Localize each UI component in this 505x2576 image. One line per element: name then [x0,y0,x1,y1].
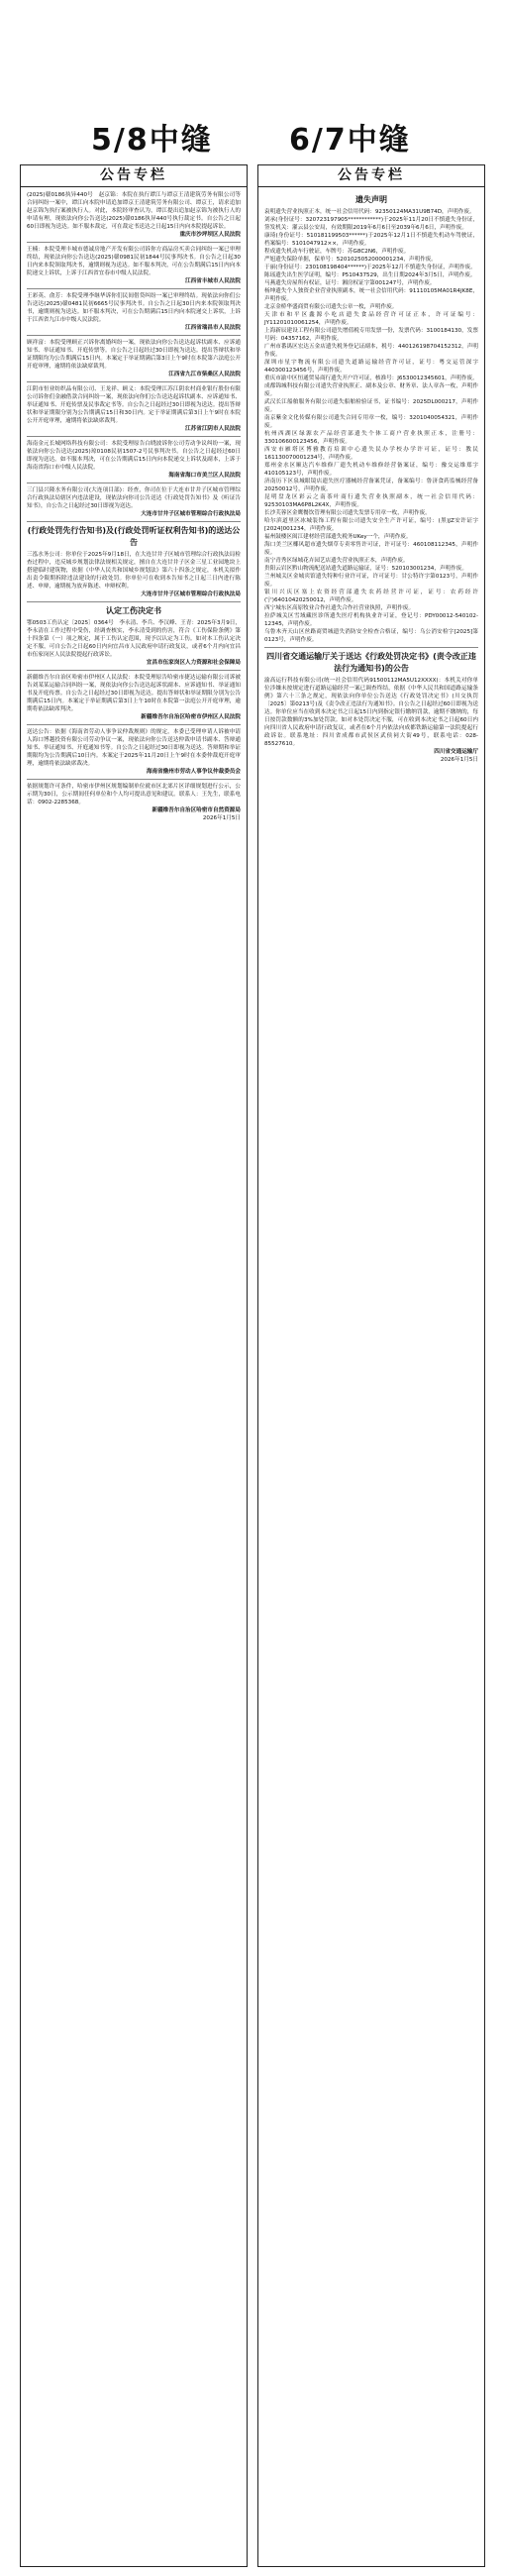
loss-statement-item: 南宁青秀区绿城花卉园艺店遗失营业执照正本，声明作废。 [264,558,409,564]
left-column-header: 公告专栏 [21,165,247,187]
notice-org: 大连市甘井子区城市管理综合行政执法局 [141,591,241,597]
notice-org: 大连市甘井子区城市管理综合行政执法局 [141,511,241,517]
notice-text: 渝高运行科技有限公司(统一社会信用代码91500112MA5U12XXXX)：本机关对你单位涉嫌未按规定进行道路运输经营一案已调查终结，依据《中华人民共和国道路运输条例》第六十三条之规定，现依法向你单位公告送达《行政处罚决定书》(川交执罚〔2025〕第0213号)及《责令改正违法行为通知书》。自公告之日起经过60日即视为送达。你单位应当在收到本决定书之日起15日内到指定银行缴纳罚款，逾期不缴纳的，每日按罚款数额的3%加处罚款。如对本处罚决定不服，可在收到本决定书之日起60日内向四川省人民政府申请行政复议，或者在6个月内依法向成都铁路运输第一法院提起行政诉讼。联系地址：四川省成都市武侯区武侯祠大街49号，联系电话：028-85527610。 [264,678,478,747]
divider [27,436,241,437]
loss-statement-item: 西宁城东区高原牧业合作社遗失合作社营业执照，声明作废。 [264,605,415,611]
loss-statement-item: 严旭遗失保险单据，保单号：5201025052000001234，声明作废。 [264,257,437,263]
loss-statement-item: 天津市和平区鑫源小吃店遗失食品经营许可证正本，许可证编号：JY11201010061254，声明作废。 [264,312,478,326]
divider [27,242,241,243]
loss-statement-item: 袁明遗失营业执照正本，统一社会信用代码：92350124MA31U9B74D，声明作废。 [264,209,475,215]
notice-text: 送达公告：依据《海南省劳动人事争议仲裁规则》的规定，本委已受理申请人诉被申请人海口博越投资有限公司劳动争议一案，现依法向你公告送达仲裁申请书副本、答辩通知书、举证通知书、开庭通知书等。自公告之日起经过30日即视为送达。答辩期和举证期限均为公告期满后10日内。本案定于2025年11月20日上午9时在本委仲裁庭开庭审理，逾期将依法缺席裁决。 [27,729,241,767]
loss-statement-item: 康琦(身份证号：510181199503******)于2025年12月1日不慎遗失机动车驾驶证，档案编号：5101047912××，声明作废。 [264,233,478,247]
loss-statement-item: 于丽(身份证号：230108198404******)于2025年12月不慎遗失身份证，声明作废。 [264,265,476,270]
loss-statement-item: 西安市雁塔区博雅教育培训中心遗失民办学校办学许可证，证号：教民161130070001234号，声明作废。 [264,447,478,461]
notice-org: 海南省海口市美兰区人民法院 [168,473,241,479]
loss-statement-item: 陈瑶遗失出生医学证明，编号：P510437529，出生日期2024年3月5日，声明作废。 [264,272,476,278]
notice-org: 海南省儋州市劳动人事争议仲裁委员会 [146,769,241,775]
notice-text: 依据规划许可条件，哈密市伊州区规划编制单位就市区北郊片区详细规划进行公示，公示期为30日，公示期间任何单位和个人均可提出意见和建议。联系人：王先生，联系电话：0902-2285368。 [27,784,241,805]
right-column-body [258,187,484,768]
loss-statement-item: 郑州金水区顺达汽车维修厂遗失机动车维修经营备案证，编号：豫交运维郑字410105123号，声明作废。 [264,463,478,477]
notice-text: 王楠：本院受理丰城市德诚房地产开发有限公司诉你方商品房买卖合同纠纷一案已审理终结，现依法向你公告送达(2025)赣0981民初1844号民事判决书。自公告之日起30日内来本院领取判决书，逾期则视为送达。如不服本判决，可在公告期满后15日内向本院递交上诉状，上诉于江西省宜春市中级人民法院。 [27,247,241,276]
loss-statement-item: 拉萨城关区雪域藏医诊所遗失医疗机构执业许可证，登记号：PDY00012-540102-12345，声明作废。 [264,613,478,627]
loss-statement-item: 福州鼓楼区闽江建材经营部遗失税务UKey一个，声明作废。 [264,534,412,540]
loss-statement-item: 南京紫金文化传媒有限公司遗失合同专用章一枚，编号：3201040054321，声明作废。 [264,415,478,429]
left-page-title: 5/8中缝 [91,123,213,158]
loss-statement-item: 乌鲁木齐天山区丝路商贸城遗失消防安全检查合格证，编号：乌公消安检字[2025]第0123号，声明作废。 [264,629,478,643]
notice-org: 重庆市沙坪坝区人民法院 [179,232,241,238]
right-column-header: 公告专栏 [258,165,484,187]
notice-org: 江西省瑞昌市人民法院 [185,325,241,331]
divider [264,647,478,648]
loss-statement-item: 济南历下区泉城眼镜店遗失医疗器械经营备案凭证，备案编号：鲁济食药监械经营备20250012号，声明作废。 [264,479,478,492]
notice-text: (2025)赣0186执异440号 赵京锦：本院在执行谭江与谭京王清建筑劳务有限公司等合同纠纷一案中，谭江向本院申请追加谭京王清建筑劳务有限公司、谭京王，请求追加赵京锦为执行案被执行人。对此，本院经审查认为，谭江提出追加赵京锦为被执行人的申请有理，现依法向你公告送达(2025)赣0186执异440号执行裁定书。自公告之日起60日即视为送达。如不服本裁定，可在裁定书送达之日起15日内向本院提起诉讼。 [27,192,241,230]
notice-text: 新疆维吾尔自治区哈密市伊州区人民法院：本院受理原告哈密市捷达运输有限公司诉被告刘某某运输合同纠纷一案，现依法向你公告送达起诉状副本、应诉通知书、举证通知书及开庭传票。自公告之日起经过30日即视为送达。提出答辩状和举证期限分别为公告期满后15日内。本案定于举证期满后第3日上午10时在本院第一法庭公开开庭审理，逾期将依法缺席判决。 [27,675,241,712]
loss-statement-item: 长沙芙蓉区金鹰餐饮管理有限公司遗失发票专用章一枚，声明作废。 [264,510,431,516]
section-title: 四川省交通运输厅关于送达《行政处罚决定书》(责令改正违法行为通知书)的公告 [266,652,476,673]
divider [27,335,241,336]
loss-statement-item: 深圳市星宇物流有限公司遗失道路运输经营许可证，证号：粤交运管深字440300123456号，声明作废。 [264,360,478,374]
loss-statement-item: 马燕遗失房屋所有权证，证号：湘房权证字第001247号，声明作废。 [264,280,436,286]
notice-org: 宜昌市伍家岗区人力资源和社会保障局 [146,660,241,666]
loss-statement-item: 兰州城关区金城宾馆遗失特种行业许可证，许可证号：甘公特许字第0123号，声明作废。 [264,574,478,588]
loss-statement-item: 成都锦城科技有限公司遗失营业执照正、副本及公章、财务章、法人章各一枚，声明作废。 [264,383,478,397]
notice-text: 鄂0503工伤认定〔2025〕0364号 李永清、李兵、李汉峰、王青：2025年3月9日，李永清在工作过程中受伤，经调查核实，李永清受到的伤害，符合《工伤保险条例》第十四条第（一）项之规定，属于工伤认定范围，现予以认定为工伤。如对本工伤认定决定不服，可自公告之日起60日内向宜昌市人民政府申请行政复议，或者6个月内向宜昌市伍家岗区人民法院提起行政诉讼。 [27,620,241,658]
loss-statement-item: 重庆市渝中区恒通贸易商行遗失开户许可证，核准号：J6530012345601，声明作废。 [264,376,478,381]
notice-text: 王彩英、俞芳：本院受理李继华诉你们民间借贷纠纷一案已审理终结。现依法向你们公告送达(2025)赣0481民初6665号民事判决书。自公告之日起30日内来本院领取判决书，逾期则视为送达。如不服本判决，可在公告期满后15日内向本院递交上诉状，上诉于江西省九江市中级人民法院。 [27,293,241,323]
loss-statement-item: 昆明盘龙区彩云之南茶叶商行遗失营业执照副本，统一社会信用代码：92530103MA6P8L2K4X，声明作废。 [264,494,478,508]
section-title: (行政处罚先行告知书)及(行政处罚听证权利告知书)的送达公告 [27,526,241,547]
notice-org: 江西省九江市柴桑区人民法院 [168,372,241,377]
notice-text: 三泓水务公司：你单位于2025年9月18日，在大连甘井子区城市管理综合行政执法局检查过程中，违反城乡规划法律法规相关规定，擅自在大连甘井子区金三星工业园地块上搭建临时建筑物，依据《中华人民共和国城乡规划法》第六十四条之规定，本机关拟作出责令限期拆除违法建设的行政处罚。你单位可在收到本告知书之日起三日内进行陈述、申辩，逾期视为放弃陈述、申辩权利。 [27,552,241,590]
loss-statement-item: 程成遗失机动车行驶证，车牌号：苏G8C2N6，声明作废。 [264,249,410,255]
notice-org: 江西省丰城市人民法院 [185,278,241,284]
loss-statement-item: 刘承(身份证号：320723197905************)于2025年11月20日不慎遗失身份证，签发机关：灌云县公安局，有效期限2019年6月6日至2039年6月6日，声明作废。 [264,217,478,231]
divider [27,601,241,602]
left-column-body [21,187,247,826]
notice-text: 江阴市恒业纺织品有限公司、王龙祥、顾义：本院受理江苏江阴农村商业银行股份有限公司诉你们金融借款合同纠纷一案，现依法向你们公告送达起诉状副本、应诉通知书、举证通知书、开庭传票及民事裁定书等。自公告之日起经过30日即视为送达。提出答辩状和举证期限分别为公告期满后15日和30日内。定于举证期满后第3日上午9时在本院公开开庭审理，逾期将依法缺席裁判。 [27,386,241,424]
divider [27,779,241,780]
loss-statement-item: 贵阳云岩区黔山物流配送站遗失道路运输证，证号：520103001234，声明作废。 [264,566,467,572]
footer-org: 新疆维吾尔自治区哈密市自然资源局 [152,807,241,813]
section-title: 遗失声明 [355,195,387,204]
notice-text: 海南金元长城网络科技有限公司：本院受理原告白晓波诉你公司劳动争议纠纷一案，现依法向你公告送达(2025)琼0108民初1507-2号民事判决书。自公告之日起经过60日即视为送达。如不服本判决，可在公告期满后15日内向本院递交上诉状及副本，上诉于海南省海口市中级人民法院。 [27,441,241,471]
footer-date: 2026年1月5日 [202,815,241,821]
section-title: 认定工伤决定书 [106,606,161,615]
divider [27,288,241,289]
loss-statement-item: 北京金桥华盛商贸有限公司遗失公章一枚，声明作废。 [264,304,398,310]
footer-org: 四川省交通运输厅 [434,749,478,755]
divider [27,381,241,382]
loss-statement-item: 哈尔滨道里区冰城装饰工程有限公司遗失安全生产许可证，编号：(黑)JZ安许证字[2024]001234，声明作废。 [264,518,478,532]
notice-org: 新疆维吾尔自治区哈密市伊州区人民法院 [141,714,241,720]
loss-statement-list [264,208,478,644]
loss-statement-item: 海口美兰区椰风超市遗失烟草专卖零售许可证，许可证号：460108112345，声明作废。 [264,542,478,556]
divider [27,521,241,522]
divider [27,724,241,725]
divider [27,670,241,671]
loss-statement-item: 上海新辰建设工程有限公司遗失增值税专用发票一份，发票代码：3100184130，发票号码：04357162，声明作废。 [264,328,478,342]
loss-statement-item: 武汉长江船舶服务有限公司遗失船舶检验证书，证书编号：2025DL000217，声明作废。 [264,399,478,413]
notice-text: 顾祥富：本院受理顾正兴诉你离婚纠纷一案，现依法向你公告送达起诉状副本、应诉通知书、举证通知书、开庭传票等。自公告之日起经过30日即视为送达。提出答辩状和举证期限均为公告期满后15日内。本案定于举证期满后第3日上午9时在本院第六法庭公开开庭审理，逾期将依法缺席裁判。 [27,340,241,370]
loss-statement-item: 广州市番禺区宏达五金店遗失税务登记证副本，税号：440126198704152312，声明作废。 [264,344,478,358]
left-notice-column [20,164,248,2567]
notice-text: 三门县兴隆水务有限公司(大连项目部)：经查，你司在位于大连市甘井子区城市管理综合行政执法局辖区内违法建设，现依法向你司公告送达《行政处罚告知书》及《听证告知书》，自公告之日起经过30日即视为送达。 [27,487,241,509]
loss-statement-item: 杭州西湖区绿源农产品经营部遗失个体工商户营业执照正本，注册号：330106600123456，声明作废。 [264,431,478,445]
loss-statement-item: 杨坤遗失个人独资企业营业执照副本，统一社会信用代码：91110105MA01R4JK8E，声明作废。 [264,288,478,302]
loss-statement-item: 银川兴庆区塞上农资经营部遗失农药经营许可证，证号：农药经许(宁)64010420250012，声明作废。 [264,590,478,603]
notice-org: 江苏省江阴市人民法院 [185,426,241,432]
right-page-title: 6/7中缝 [289,123,411,158]
footer-date: 2026年1月5日 [440,757,478,763]
right-notice-column [257,164,485,2567]
